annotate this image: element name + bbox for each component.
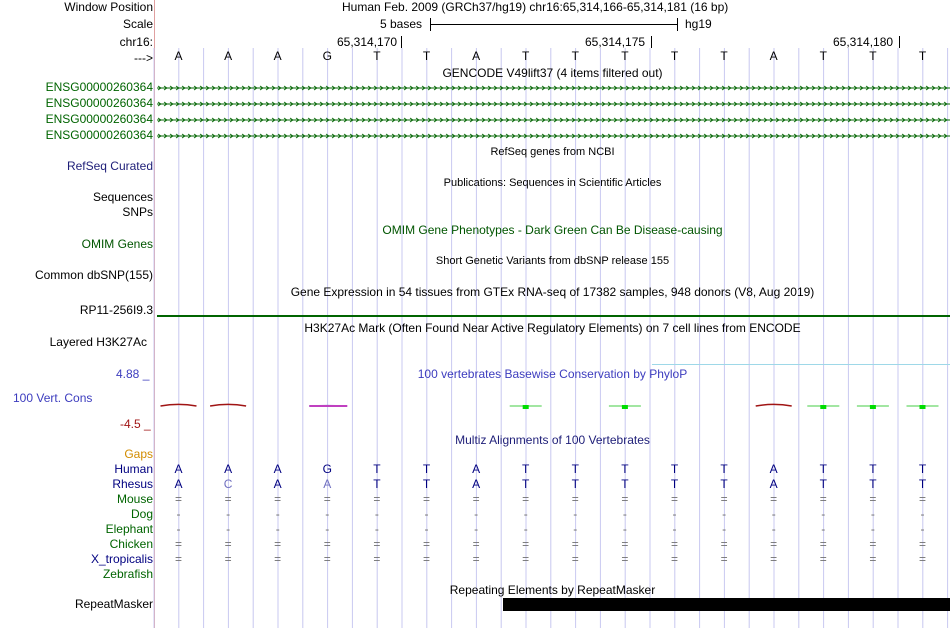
multiz-aligned-base: = bbox=[373, 537, 381, 551]
window-position-label: Window Position bbox=[64, 0, 153, 14]
reference-base: A bbox=[224, 49, 233, 63]
multiz-aligned-base: - bbox=[226, 507, 231, 521]
multiz-aligned-base: - bbox=[374, 507, 379, 521]
multiz-aligned-base: - bbox=[573, 507, 578, 521]
multiz-aligned-base: T bbox=[720, 477, 728, 491]
multiz-aligned-base: T bbox=[670, 477, 679, 491]
reference-base: A bbox=[472, 49, 481, 63]
phylop-negative-score bbox=[210, 404, 246, 406]
multiz-aligned-base: = bbox=[918, 552, 926, 566]
multiz-aligned-base: T bbox=[571, 462, 579, 476]
publications-track-title: Publications: Sequences in Scientific Articles bbox=[443, 177, 662, 189]
multiz-aligned-base: = bbox=[571, 492, 579, 506]
multiz-aligned-base: = bbox=[770, 492, 778, 506]
multiz-aligned-base: = bbox=[174, 537, 182, 551]
multiz-aligned-base: - bbox=[325, 522, 330, 536]
reference-base: A bbox=[273, 49, 282, 63]
multiz-species-label[interactable]: Dog bbox=[130, 507, 153, 521]
multiz-aligned-base: - bbox=[821, 507, 826, 521]
multiz-aligned-base: = bbox=[621, 537, 629, 551]
multiz-aligned-base: - bbox=[672, 522, 677, 536]
multiz-aligned-base: = bbox=[670, 492, 678, 506]
phylop-positive-score bbox=[820, 405, 826, 409]
phylop-positive-score bbox=[622, 405, 628, 409]
multiz-aligned-base: A bbox=[273, 477, 282, 491]
multiz-aligned-base: T bbox=[869, 462, 877, 476]
assembly-position-text: Human Feb. 2009 (GRCh37/hg19) chr16:65,314,166-65,314,181 (16 bp) bbox=[342, 0, 729, 14]
position-tick bbox=[651, 36, 652, 48]
omim-track-label[interactable]: OMIM Genes bbox=[81, 237, 153, 251]
multiz-aligned-base: = bbox=[472, 537, 480, 551]
multiz-aligned-base: - bbox=[722, 507, 727, 521]
multiz-gaps-label[interactable]: Gaps bbox=[124, 447, 153, 461]
multiz-aligned-base: = bbox=[522, 492, 530, 506]
multiz-aligned-base: A bbox=[472, 462, 481, 476]
multiz-aligned-base: T bbox=[621, 462, 629, 476]
multiz-aligned-base: = bbox=[770, 537, 778, 551]
refseq-track-label[interactable]: RefSeq Curated bbox=[66, 159, 153, 173]
multiz-aligned-base: = bbox=[373, 552, 381, 566]
multiz-aligned-base: = bbox=[918, 537, 926, 551]
repeatmasker-track-label[interactable]: RepeatMasker bbox=[74, 597, 153, 611]
multiz-aligned-base: - bbox=[771, 507, 776, 521]
multiz-aligned-base: = bbox=[174, 492, 182, 506]
h3k27ac-track-label[interactable]: Layered H3K27Ac bbox=[49, 335, 147, 349]
reference-base: T bbox=[422, 49, 431, 63]
phylop-min-label: -4.5 _ bbox=[120, 417, 151, 431]
multiz-aligned-base: = bbox=[422, 552, 430, 566]
gencode-track-title: GENCODE V49lift37 (4 items filtered out) bbox=[442, 66, 663, 80]
multiz-aligned-base: = bbox=[670, 552, 678, 566]
multiz-aligned-base: A bbox=[224, 462, 233, 476]
phylop-track-title: 100 vertebrates Basewise Conservation by PhyloP bbox=[417, 367, 688, 381]
multiz-aligned-base: = bbox=[224, 492, 232, 506]
position-tick-label: 65,314,175 bbox=[585, 35, 646, 49]
gencode-gene-label[interactable]: ENSG00000260364 bbox=[45, 112, 153, 126]
multiz-aligned-base: T bbox=[422, 477, 431, 491]
multiz-aligned-base: T bbox=[670, 462, 679, 476]
multiz-aligned-base: = bbox=[224, 537, 232, 551]
multiz-aligned-base: T bbox=[869, 477, 877, 491]
multiz-aligned-base: T bbox=[522, 477, 530, 491]
position-tick-label: 65,314,170 bbox=[337, 35, 398, 49]
multiz-species-label[interactable]: Human bbox=[114, 462, 153, 476]
multiz-aligned-base: = bbox=[819, 492, 827, 506]
multiz-aligned-base: = bbox=[571, 537, 579, 551]
reference-base: A bbox=[769, 49, 778, 63]
multiz-aligned-base: - bbox=[870, 522, 875, 536]
multiz-aligned-base: - bbox=[573, 522, 578, 536]
multiz-aligned-base: T bbox=[621, 477, 629, 491]
multiz-aligned-base: - bbox=[325, 507, 330, 521]
multiz-aligned-base: = bbox=[224, 552, 232, 566]
multiz-aligned-base: - bbox=[226, 522, 231, 536]
reference-base: G bbox=[322, 49, 332, 63]
publications-track-label[interactable]: Sequences bbox=[92, 190, 153, 204]
multiz-aligned-base: = bbox=[422, 492, 430, 506]
multiz-aligned-base: - bbox=[722, 522, 727, 536]
multiz-aligned-base: A bbox=[323, 477, 332, 491]
multiz-aligned-base: = bbox=[770, 552, 778, 566]
multiz-aligned-base: A bbox=[472, 477, 481, 491]
multiz-aligned-base: = bbox=[819, 537, 827, 551]
omim-track-title: OMIM Gene Phenotypes - Dark Green Can Be Disease-causing bbox=[382, 223, 723, 237]
multiz-aligned-base: G bbox=[322, 462, 332, 476]
multiz-aligned-base: = bbox=[670, 537, 678, 551]
multiz-aligned-base: T bbox=[422, 462, 431, 476]
reference-base: T bbox=[621, 49, 629, 63]
multiz-aligned-base: T bbox=[373, 462, 381, 476]
multiz-aligned-base: = bbox=[422, 537, 430, 551]
multiz-aligned-base: = bbox=[720, 552, 728, 566]
reference-base: T bbox=[522, 49, 530, 63]
multiz-aligned-base: - bbox=[474, 507, 479, 521]
phylop-negative-score bbox=[756, 404, 792, 406]
multiz-aligned-base: T bbox=[571, 477, 579, 491]
gencode-gene-features[interactable] bbox=[155, 80, 950, 144]
chrom-label: chr16: bbox=[119, 35, 153, 49]
multiz-aligned-base: = bbox=[522, 552, 530, 566]
multiz-aligned-base: A bbox=[174, 462, 183, 476]
multiz-aligned-base: = bbox=[323, 552, 331, 566]
multiz-aligned-base: = bbox=[621, 552, 629, 566]
phylop-positive-score bbox=[523, 405, 529, 409]
multiz-aligned-base: - bbox=[176, 522, 181, 536]
multiz-aligned-base: = bbox=[869, 537, 877, 551]
multiz-track-title: Multiz Alignments of 100 Vertebrates bbox=[455, 433, 650, 447]
multiz-species-label[interactable]: X_tropicalis bbox=[90, 552, 153, 566]
multiz-aligned-base: - bbox=[424, 507, 429, 521]
multiz-aligned-base: - bbox=[176, 507, 181, 521]
multiz-aligned-base: - bbox=[523, 507, 528, 521]
multiz-aligned-base: = bbox=[323, 492, 331, 506]
multiz-species-label[interactable]: Elephant bbox=[105, 522, 153, 536]
multiz-aligned-base: = bbox=[522, 537, 530, 551]
multiz-aligned-base: - bbox=[275, 507, 280, 521]
repeatmasker-element[interactable] bbox=[503, 598, 950, 611]
multiz-aligned-base: A bbox=[273, 462, 282, 476]
multiz-species-label[interactable]: Chicken bbox=[109, 537, 153, 551]
phylop-score-plot[interactable] bbox=[155, 395, 950, 415]
multiz-aligned-base: - bbox=[771, 522, 776, 536]
multiz-aligned-base: = bbox=[869, 492, 877, 506]
multiz-aligned-base: T bbox=[373, 477, 381, 491]
multiz-aligned-base: = bbox=[274, 492, 282, 506]
multiz-aligned-base: - bbox=[424, 522, 429, 536]
scale-bar-left-tick bbox=[430, 18, 431, 31]
multiz-aligned-base: - bbox=[622, 507, 627, 521]
multiz-aligned-base: - bbox=[870, 507, 875, 521]
bases-direction-label: ---> bbox=[134, 51, 153, 65]
scale-db-text: hg19 bbox=[685, 17, 712, 31]
multiz-aligned-base: - bbox=[523, 522, 528, 536]
phylop-top-line bbox=[652, 364, 950, 365]
multiz-aligned-base: A bbox=[769, 462, 778, 476]
dbsnp-track-title: Short Genetic Variants from dbSNP release 155 bbox=[435, 255, 670, 267]
multiz-species-label[interactable]: Zebrafish bbox=[102, 567, 153, 581]
multiz-aligned-base: = bbox=[621, 492, 629, 506]
gtex-expression-bar[interactable] bbox=[157, 315, 950, 317]
multiz-aligned-base: - bbox=[920, 522, 925, 536]
multiz-aligned-base: = bbox=[571, 552, 579, 566]
multiz-aligned-base: = bbox=[918, 492, 926, 506]
multiz-aligned-base: T bbox=[522, 462, 530, 476]
snps-track-label[interactable]: SNPs bbox=[122, 205, 153, 219]
multiz-aligned-base: - bbox=[821, 522, 826, 536]
h3k27ac-track-title: H3K27Ac Mark (Often Found Near Active Regulatory Elements) on 7 cell lines from ENCODE bbox=[304, 321, 801, 335]
multiz-aligned-base: - bbox=[474, 522, 479, 536]
dbsnp-track-label[interactable]: Common dbSNP(155) bbox=[34, 268, 153, 282]
reference-base: T bbox=[670, 49, 679, 63]
multiz-aligned-base: - bbox=[275, 522, 280, 536]
multiz-aligned-base: = bbox=[720, 492, 728, 506]
multiz-aligned-base: - bbox=[622, 522, 627, 536]
scale-label: Scale bbox=[122, 17, 153, 31]
multiz-species-label[interactable]: Mouse bbox=[116, 492, 153, 506]
multiz-aligned-base: = bbox=[472, 492, 480, 506]
reference-base: T bbox=[869, 49, 877, 63]
multiz-aligned-base: = bbox=[472, 552, 480, 566]
multiz-aligned-base: T bbox=[918, 462, 927, 476]
gencode-gene-label[interactable]: ENSG00000260364 bbox=[45, 128, 153, 142]
multiz-aligned-base: = bbox=[274, 552, 282, 566]
phylop-negative-score-band bbox=[309, 405, 347, 407]
position-tick bbox=[899, 36, 900, 48]
reference-base: T bbox=[571, 49, 579, 63]
multiz-aligned-base: T bbox=[918, 477, 927, 491]
reference-base: A bbox=[174, 49, 183, 63]
phylop-track-label[interactable]: 100 Vert. Cons bbox=[13, 391, 93, 405]
phylop-positive-score bbox=[920, 405, 926, 409]
reference-base: T bbox=[373, 49, 381, 63]
position-tick-label: 65,314,180 bbox=[833, 35, 894, 49]
reference-base: T bbox=[819, 49, 827, 63]
phylop-positive-score bbox=[870, 405, 876, 409]
phylop-negative-score bbox=[161, 404, 197, 406]
multiz-aligned-base: T bbox=[819, 477, 827, 491]
multiz-species-label[interactable]: Rhesus bbox=[112, 477, 153, 491]
multiz-aligned-base: = bbox=[869, 552, 877, 566]
reference-base: T bbox=[918, 49, 927, 63]
multiz-aligned-base: T bbox=[720, 462, 728, 476]
scale-bar-right-tick bbox=[677, 18, 678, 31]
multiz-aligned-base: - bbox=[920, 507, 925, 521]
multiz-aligned-base: = bbox=[174, 552, 182, 566]
repeatmasker-track-title: Repeating Elements by RepeatMasker bbox=[449, 583, 656, 597]
multiz-aligned-base: = bbox=[373, 492, 381, 506]
multiz-aligned-base: - bbox=[672, 507, 677, 521]
refseq-track-title: RefSeq genes from NCBI bbox=[490, 146, 615, 158]
phylop-max-label: 4.88 _ bbox=[116, 367, 150, 381]
multiz-aligned-base: A bbox=[174, 477, 183, 491]
multiz-aligned-base: = bbox=[720, 537, 728, 551]
multiz-aligned-base: C bbox=[223, 477, 233, 491]
multiz-aligned-base: = bbox=[819, 552, 827, 566]
gtex-track-title: Gene Expression in 54 tissues from GTEx RNA-seq of 17382 samples, 948 donors (V8, Aug 2019) bbox=[290, 285, 815, 299]
multiz-aligned-base: A bbox=[769, 477, 778, 491]
multiz-aligned-base: = bbox=[274, 537, 282, 551]
multiz-aligned-base: - bbox=[374, 522, 379, 536]
scale-bar bbox=[430, 24, 677, 25]
gencode-gene-label[interactable]: ENSG00000260364 bbox=[45, 80, 153, 94]
scale-bases-text: 5 bases bbox=[380, 17, 423, 31]
gencode-gene-label[interactable]: ENSG00000260364 bbox=[45, 96, 153, 110]
gtex-gene-label[interactable]: RP11-256I9.3 bbox=[79, 303, 153, 317]
multiz-aligned-base: T bbox=[819, 462, 827, 476]
multiz-aligned-base: = bbox=[323, 537, 331, 551]
reference-base: T bbox=[720, 49, 728, 63]
position-tick bbox=[401, 36, 402, 48]
